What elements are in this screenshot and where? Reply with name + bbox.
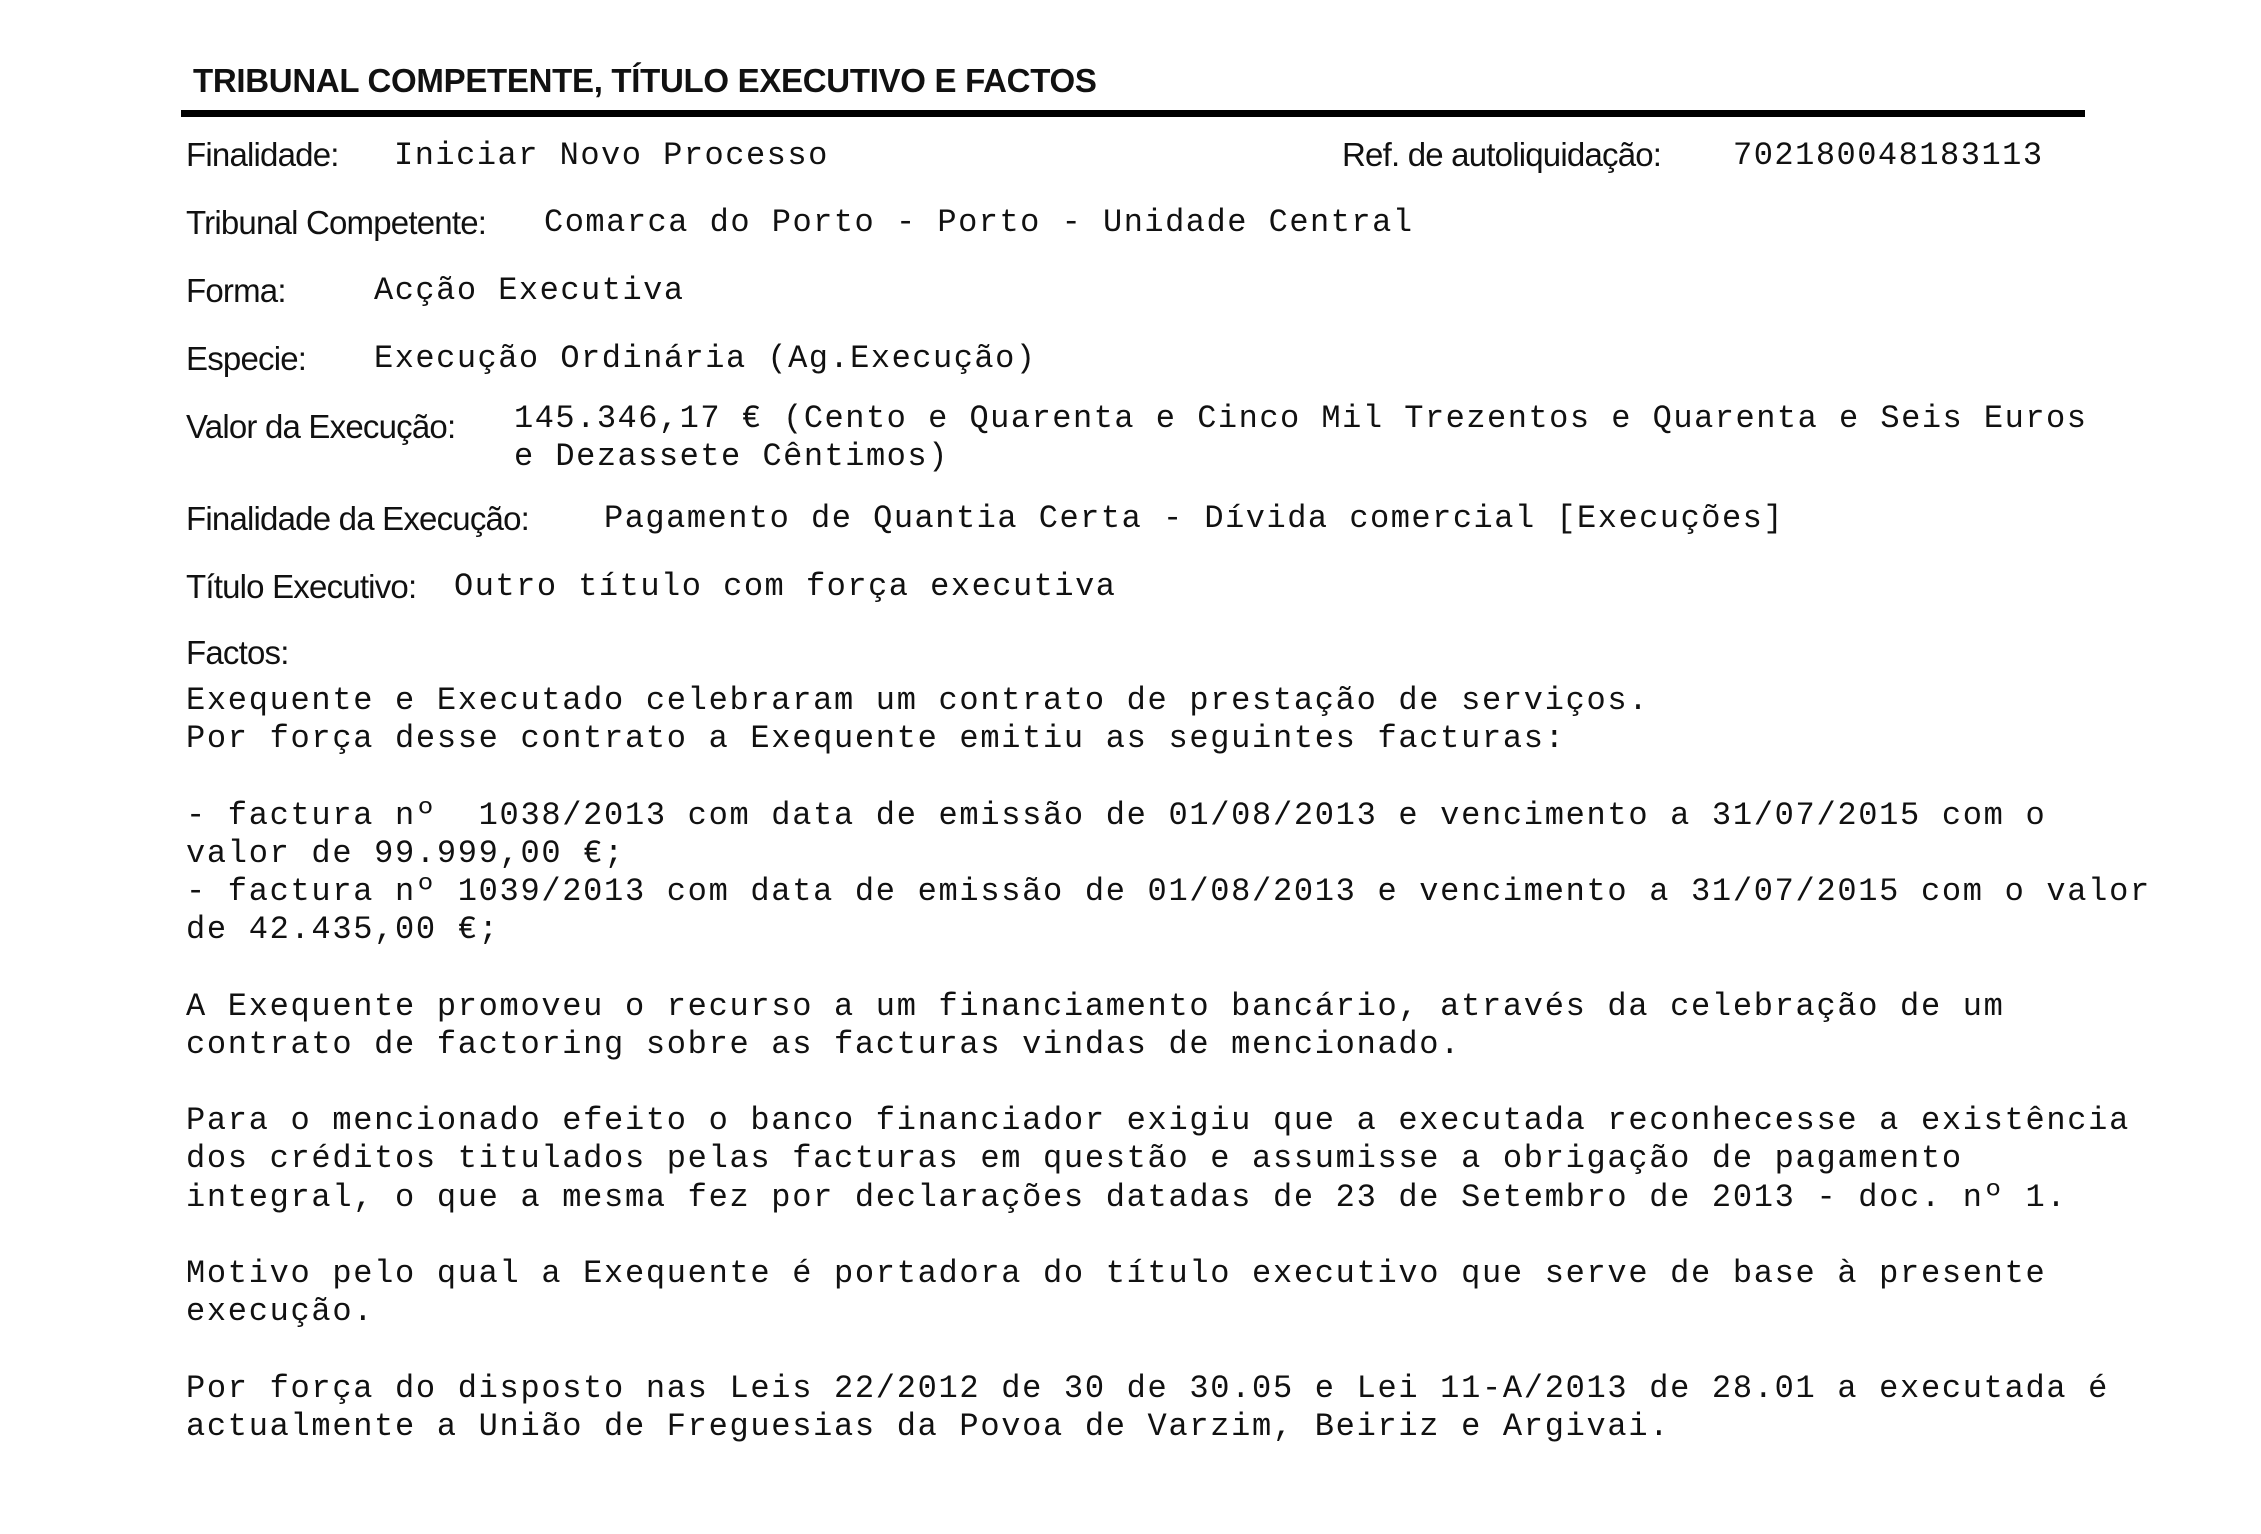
finalidade-execucao-value: Pagamento de Quantia Certa - Dívida comercial [Execuções] bbox=[604, 500, 1785, 537]
forma-label: Forma: bbox=[186, 272, 286, 309]
finalidade-value: Iniciar Novo Processo bbox=[394, 137, 829, 174]
valor-execucao-value: 145.346,17 € (Cento e Quarenta e Cinco Mil Trezentos e Quarenta e Seis Euros e Dezassete Cêntimos) bbox=[514, 400, 2088, 475]
factos-text: Exequente e Executado celebraram um contrato de prestação de serviços. Por força desse contrato a Exequente emitiu as seguintes facturas: - factura nº 1038/2013 com data de emissão de 01/08/2013 e vencimento a 31/07/2015 com o valor de 99.999,00 €; - factura nº 1039/2013 com data de emissão de 01/08/2013 e vencimento a 31/07/2015 com o valor de 42.435,00 €; A Exequente promoveu o recurso a um financiamento bancário, através da celebração de um contrato de factoring sobre as facturas vindas de mencionado. Para o mencionado efeito o banco financiador exigiu que a executada reconhecesse a existência dos créditos titulados pelas facturas em questão e assumisse a obrigação de pagamento integral, o que a mesma fez por declarações datadas de 23 de Setembro de 2013 - doc. nº 1. Motivo pelo qual a Exequente é portadora do título executivo que serve de base à presente execução. Por força do disposto nas Leis 22/2012 de 30 de 30.05 e Lei 11-A/2013 de 28.01 a executada é actualmente a União de Freguesias da Povoa de Varzim, Beiriz e Argivai. bbox=[186, 682, 2151, 1445]
section-title: TRIBUNAL COMPETENTE, TÍTULO EXECUTIVO E FACTOS bbox=[193, 62, 1097, 99]
finalidade-label: Finalidade: bbox=[186, 136, 339, 173]
especie-value: Execução Ordinária (Ag.Execução) bbox=[374, 340, 1037, 377]
valor-execucao-label: Valor da Execução: bbox=[186, 408, 456, 445]
factos-label: Factos: bbox=[186, 634, 289, 671]
ref-autoliquidacao-label: Ref. de autoliquidação: bbox=[1342, 136, 1662, 173]
especie-label: Especie: bbox=[186, 340, 307, 377]
finalidade-execucao-label: Finalidade da Execução: bbox=[186, 500, 530, 537]
forma-value: Acção Executiva bbox=[374, 272, 685, 309]
tribunal-value: Comarca do Porto - Porto - Unidade Central bbox=[544, 204, 1414, 241]
section-divider bbox=[181, 110, 2085, 117]
titulo-executivo-label: Título Executivo: bbox=[186, 568, 417, 605]
tribunal-label: Tribunal Competente: bbox=[186, 204, 487, 241]
titulo-executivo-value: Outro título com força executiva bbox=[454, 568, 1117, 605]
ref-autoliquidacao-value: 702180048183113 bbox=[1733, 137, 2044, 174]
